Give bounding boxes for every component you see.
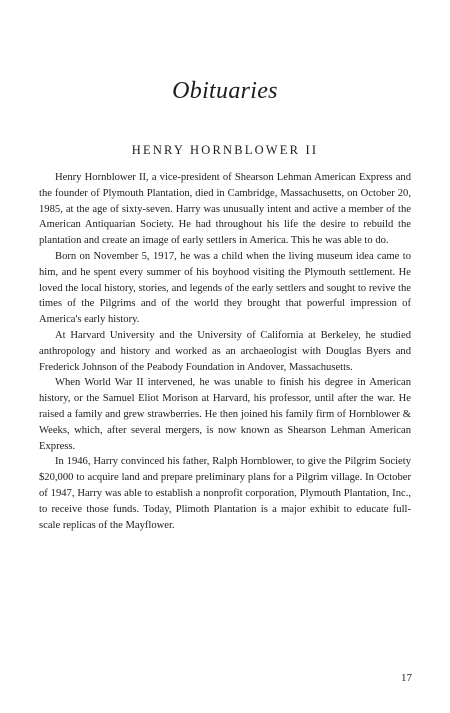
obituary-body [39, 170, 411, 533]
paragraph: At Harvard University and the University of California at Berkeley, he studied anthropology and history and worked as an archaeologist with Douglas Byers and Frederick Johnson of the Peabody Foundation in Andover, Massachusetts. [39, 329, 411, 373]
section-heading: Obituaries [172, 78, 278, 104]
obituary-name: HENRY HORNBLOWER II [131, 143, 319, 157]
paragraph: In 1946, Harry convinced his father, Ralph Hornblower, to give the Pilgrim Society $20,000 to acquire land and prepare preliminary plans for a Pilgrim village. In October of 1947, Harry was able to establish a nonprofit corporation, Plymouth Plantation, Inc., to receive those funds. Today, Plimoth Plantation is a major exhibit to educate full-scale replicas of the Mayflower. [39, 456, 411, 531]
page-number: 17 [401, 672, 412, 684]
paragraph: When World War II intervened, he was unable to finish his degree in American history, or the Samuel Eliot Morison at Harvard, his professor, until after the war. He raised a family and grew strawberries. He then joined his family firm of Hornblower & Weeks, which, after several mergers, is now known as Shearson Lehman American Express. [39, 377, 411, 452]
paragraph: Henry Hornblower II, a vice-president of Shearson Lehman American Express and the founder of Plymouth Plantation, died in Cambridge, Massachusetts, on October 20, 1985, at the age of sixty-seven. Harry was unusually intent and active a member of the American Antiquarian Society. He had throughout his life the desire to rebuild the plantation and create an image of early settlers in America. This he was able to do. [39, 172, 411, 247]
paragraph: Born on November 5, 1917, he was a child when the living museum idea came to him, and he spent every summer of his boyhood visiting the Plymouth settlement. He loved the local history, stories, and legends of the early settlers and sought to revive the times of the Pilgrims and of the world they brought that powerful impression of America's early history. [39, 250, 411, 326]
